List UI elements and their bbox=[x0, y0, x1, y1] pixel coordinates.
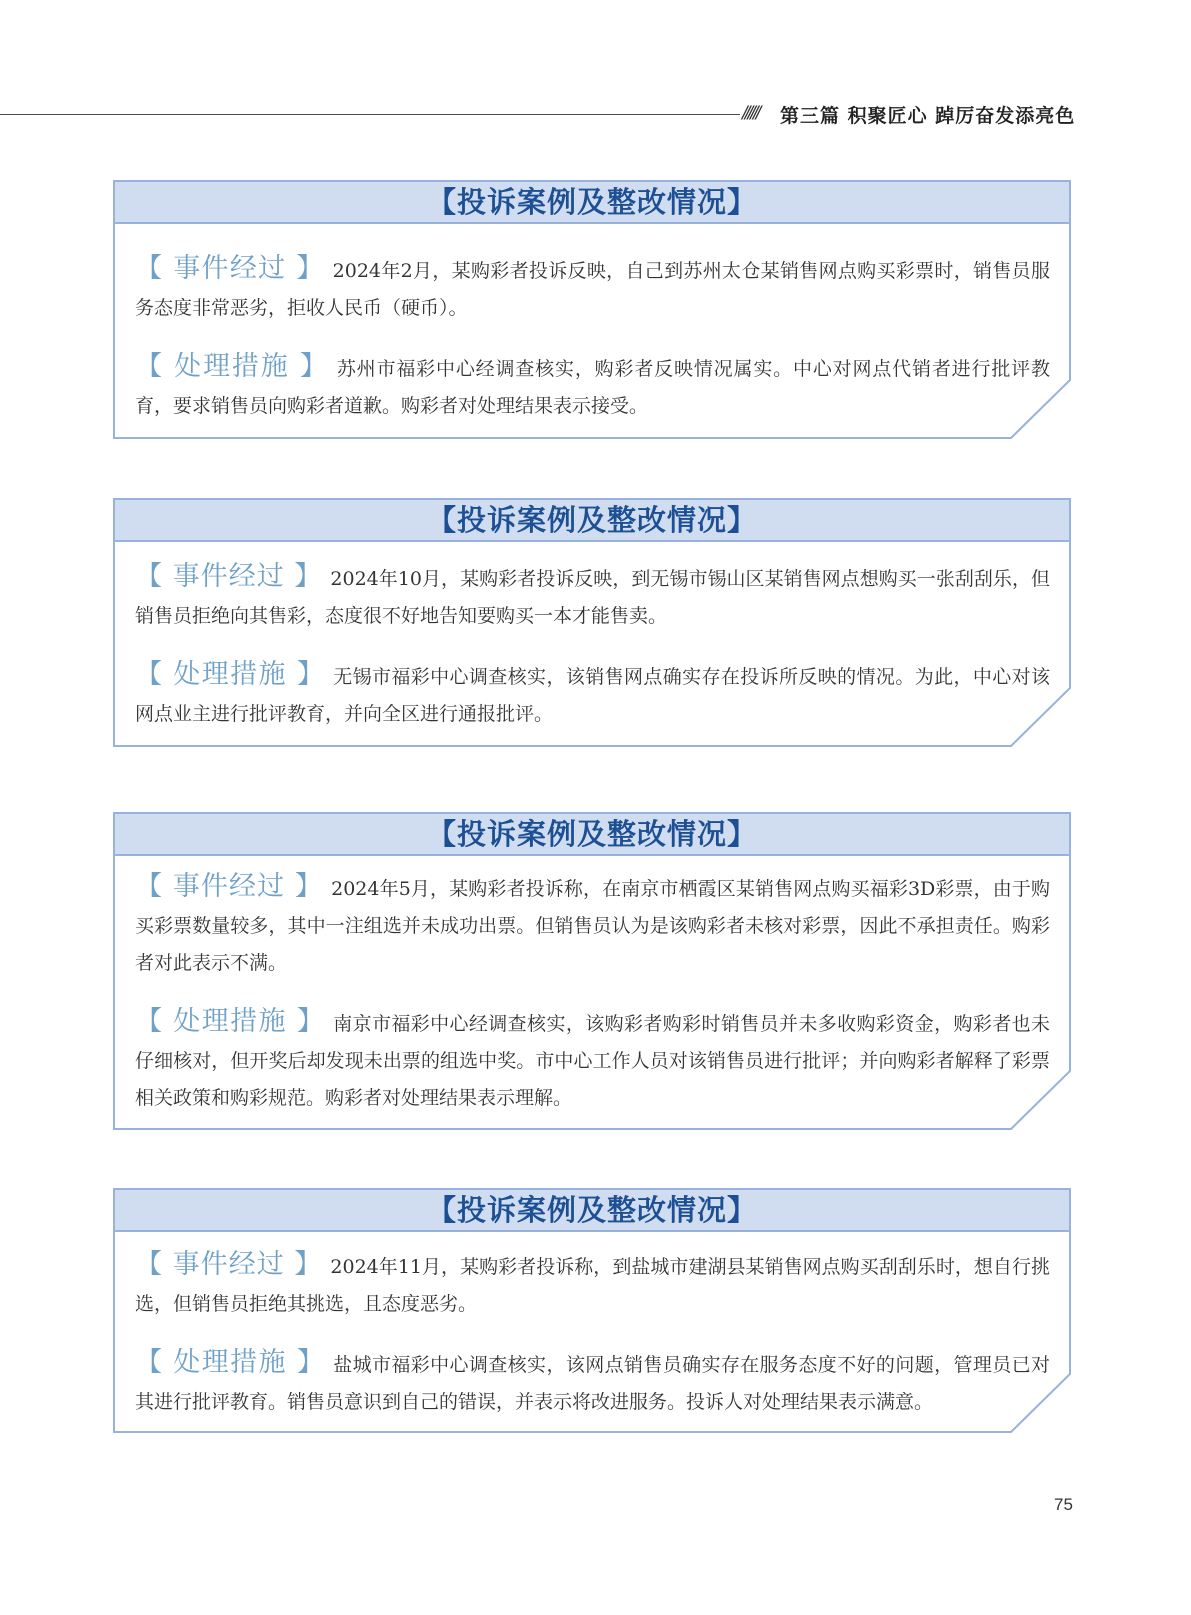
case-title: 【投诉案例及整改情况】 bbox=[113, 180, 1071, 224]
event-text: 2024年5月，某购彩者投诉称，在南京市栖霞区某销售网点购买福彩3D彩票，由于购买彩票数量较多，其中一注组选并未成功出票。但销售员认为是该购彩者未核对彩票，因此不承担责任。购彩者对此表示不满。 bbox=[135, 878, 1050, 974]
measure-label: 【 处理措施 】 bbox=[135, 351, 329, 382]
complaint-case-4 bbox=[113, 1188, 1071, 1433]
measure-paragraph bbox=[135, 1344, 1050, 1421]
event-label: 【 事件经过 】 bbox=[135, 253, 325, 284]
header-slashes: ////// bbox=[742, 103, 759, 123]
complaint-case-3 bbox=[113, 812, 1071, 1130]
measure-text: 盐城市福彩中心调查核实，该网点销售员确实存在服务态度不好的问题，管理员已对其进行批评教育。销售员意识到自己的错误，并表示将改进服务。投诉人对处理结果表示满意。 bbox=[135, 1354, 1050, 1413]
complaint-case-1 bbox=[113, 180, 1071, 439]
event-paragraph bbox=[135, 1246, 1050, 1323]
measure-label: 【 处理措施 】 bbox=[135, 1347, 326, 1378]
event-paragraph bbox=[135, 558, 1050, 635]
measure-paragraph bbox=[135, 348, 1050, 425]
event-text: 2024年10月，某购彩者投诉反映，到无锡市锡山区某销售网点想购买一张刮刮乐，但销售员拒绝向其售彩，态度很不好地告知要购买一本才能售卖。 bbox=[135, 568, 1050, 627]
complaint-case-2 bbox=[113, 498, 1071, 747]
measure-text: 南京市福彩中心经调查核实，该购彩者购彩时销售员并未多收购彩资金，购彩者也未仔细核对，但开奖后却发现未出票的组选中奖。市中心工作人员对该销售员进行批评；并向购彩者解释了彩票相关政策和购彩规范。购彩者对处理结果表示理解。 bbox=[135, 1013, 1050, 1109]
measure-text: 无锡市福彩中心调查核实，该销售网点确实存在投诉所反映的情况。为此，中心对该网点业主进行批评教育，并向全区进行通报批评。 bbox=[135, 666, 1050, 725]
section-title: 第三篇 积聚匠心 踔厉奋发添亮色 bbox=[780, 105, 1076, 127]
case-body bbox=[135, 868, 1050, 1138]
case-body bbox=[135, 250, 1050, 446]
case-body bbox=[135, 1246, 1050, 1442]
event-label: 【 事件经过 】 bbox=[135, 561, 323, 592]
case-title: 【投诉案例及整改情况】 bbox=[113, 812, 1071, 856]
case-body bbox=[135, 558, 1050, 754]
measure-paragraph bbox=[135, 1003, 1050, 1117]
measure-label: 【 处理措施 】 bbox=[135, 659, 326, 690]
event-label: 【 事件经过 】 bbox=[135, 1249, 323, 1280]
header-rule bbox=[0, 114, 740, 115]
event-paragraph bbox=[135, 250, 1050, 327]
measure-text: 苏州市福彩中心经调查核实，购彩者反映情况属实。中心对网点代销者进行批评教育，要求销售员向购彩者道歉。购彩者对处理结果表示接受。 bbox=[135, 358, 1050, 417]
case-title: 【投诉案例及整改情况】 bbox=[113, 498, 1071, 542]
case-title: 【投诉案例及整改情况】 bbox=[113, 1188, 1071, 1232]
event-paragraph bbox=[135, 868, 1050, 982]
event-text: 2024年11月，某购彩者投诉称，到盐城市建湖县某销售网点购买刮刮乐时，想自行挑选，但销售员拒绝其挑选，且态度恶劣。 bbox=[135, 1256, 1050, 1315]
event-label: 【 事件经过 】 bbox=[135, 871, 324, 902]
measure-label: 【 处理措施 】 bbox=[135, 1006, 326, 1037]
page-number: 75 bbox=[1054, 1495, 1073, 1514]
event-text: 2024年2月，某购彩者投诉反映，自己到苏州太仓某销售网点购买彩票时，销售员服务态度非常恶劣，拒收人民币（硬币）。 bbox=[135, 260, 1050, 319]
measure-paragraph bbox=[135, 656, 1050, 733]
